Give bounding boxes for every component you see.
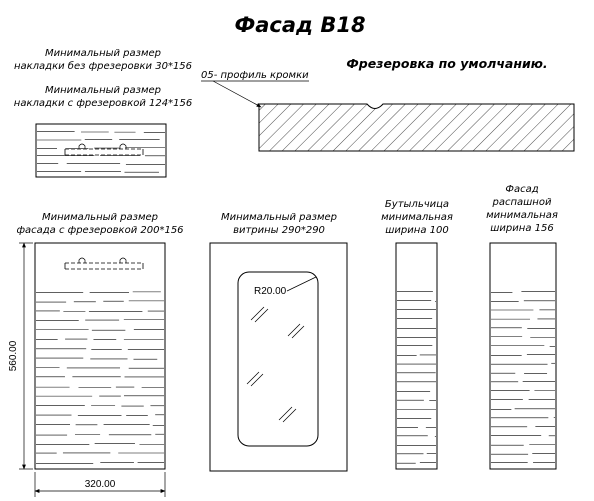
edge-profile-leader [213, 81, 261, 107]
edge-profile-section [259, 104, 574, 151]
bottle-facade-panel [396, 243, 437, 469]
bottle-line1: Бутыльчица [384, 199, 450, 210]
overlay-milling-line2: накладки с фрезеровкой 124*156 [13, 98, 193, 109]
swing-line1: Фасад [505, 184, 539, 195]
milling-default-label: Фрезеровка по умолчанию. [346, 56, 548, 71]
height-dimension-label: 560.00 [8, 340, 19, 372]
facade-milling-panel [35, 243, 165, 469]
overlay-panel [36, 124, 166, 177]
swing-line4: ширина 156 [490, 223, 554, 234]
bottle-line3: ширина 100 [385, 225, 449, 236]
swing-line3: минимальная [486, 210, 558, 221]
vitrine-line2: витрины 290*290 [233, 225, 325, 236]
width-dimension-label: 320.00 [84, 479, 116, 490]
facade-milling-line1: Минимальный размер [41, 212, 159, 223]
overlay-milling-line1: Минимальный размер [44, 85, 162, 96]
swing-facade-panel [490, 243, 556, 469]
vitrine-line1: Минимальный размер [220, 212, 338, 223]
swing-line2: распашной [492, 197, 552, 208]
vitrine-radius-label: R20.00 [254, 286, 287, 297]
vitrine-panel [210, 243, 347, 471]
bottle-line2: минимальная [381, 212, 453, 223]
overlay-no-milling-line2: накладки без фрезеровки 30*156 [13, 61, 193, 72]
overlay-no-milling-line1: Минимальный размер [44, 48, 162, 59]
height-dimension [8, 243, 33, 469]
width-dimension [35, 472, 165, 497]
facade-milling-line2: фасада с фрезеровкой 200*156 [16, 225, 184, 236]
edge-profile-label: 05- профиль кромки [201, 70, 309, 81]
drawing-title: Фасад B18 [234, 13, 366, 37]
